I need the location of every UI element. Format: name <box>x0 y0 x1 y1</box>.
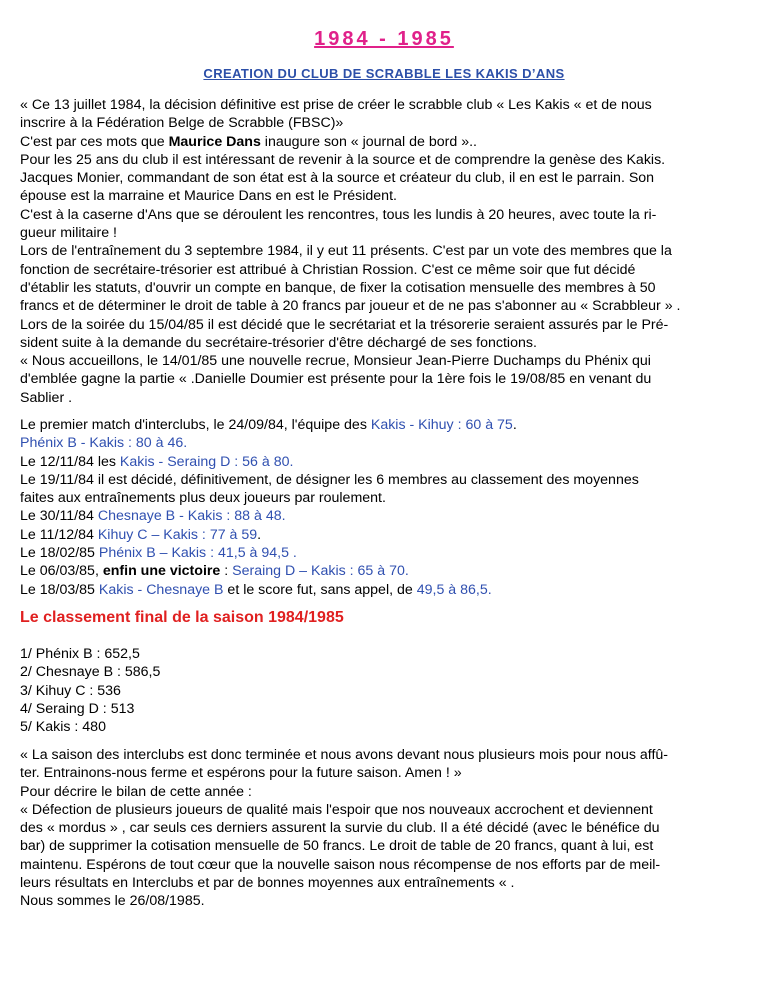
match-line <box>20 416 768 434</box>
match-score: Kakis - Seraing D : 56 à 80. <box>119 453 294 470</box>
match-line <box>20 562 768 580</box>
text-line <box>20 133 768 151</box>
text-line: C'est à la caserne d'Ans que se déroulent les rencontres, tous les lundis à 20 heures, avec toute la ri- <box>20 206 657 223</box>
text-line: Lors de la soirée du 15/04/85 il est décidé que le secrétariat et la trésorerie seraient assurés par le Pré- <box>20 316 669 333</box>
text-fragment: : <box>220 563 233 580</box>
page-title: 1984 - 1985 <box>314 28 454 50</box>
text-line: d'emblée gagne la partie « .Danielle Doumier est présente pour la 1ère fois le 19/08/85 en venant du <box>20 371 652 388</box>
match-score: Phénix B - Kakis : 80 à 46. <box>20 435 188 452</box>
text-fragment: Le premier match d'interclubs, le 24/09/84, l'équipe des <box>20 417 371 433</box>
match-score: Chesnaye B - Kakis : 88 à 48. <box>97 508 286 525</box>
text-line: leurs résultats en Interclubs et par de bonnes moyennes aux entraînements « . <box>20 875 515 892</box>
ranking-list <box>20 645 768 736</box>
text-line: Jacques Monier, commandant de son état est à la source et créateur du club, il en est le parrain. Son <box>20 170 655 187</box>
ranking-item: 2/ Chesnaye B : 586,5 <box>20 664 161 681</box>
intro-paragraph <box>20 96 768 407</box>
text-line: gueur militaire ! <box>20 225 117 242</box>
match-teams: Kakis - Chesnaye B <box>98 581 224 598</box>
text-fragment: Le 12/11/84 les <box>20 453 120 470</box>
match-score: Kihuy C – Kakis : 77 à 59 <box>97 526 258 543</box>
text-line: ter. Entrainons-nous ferme et espérons pour la future saison. Amen ! » <box>20 765 462 782</box>
text-fragment: . <box>257 526 262 543</box>
text-fragment: Le 06/03/85, <box>20 563 103 580</box>
president-name: Maurice Dans <box>168 133 261 150</box>
match-line <box>20 544 768 562</box>
text-line: francs et de déterminer le droit de table à 20 francs par joueur et de ne pas s'abonner au « Scrabbleur » . <box>20 298 681 315</box>
text-fragment: Le 11/12/84 <box>20 526 98 543</box>
ranking-item: 4/ Seraing D : 513 <box>20 700 135 717</box>
ranking-item: 3/ Kihuy C : 536 <box>20 682 121 699</box>
match-line <box>20 526 768 544</box>
text-line: épouse est la marraine et Maurice Dans en est le Président. <box>20 188 397 205</box>
text-line: bar) de supprimer la cotisation mensuelle de 50 francs. Le droit de table de 20 francs, quant à lui, est <box>20 838 654 855</box>
text-line: Sablier . <box>20 389 73 406</box>
text-line: des « mordus » , car seuls ces derniers assurent la survie du club. Il a été décidé (avec le bénéfice du <box>20 820 660 837</box>
match-line <box>20 453 768 471</box>
match-line <box>20 581 768 599</box>
page-subtitle: CREATION DU CLUB DE SCRABBLE LES KAKIS D’ANS <box>203 66 565 81</box>
text-fragment: C'est par ces mots que <box>20 133 169 150</box>
text-line: Pour les 25 ans du club il est intéressant de revenir à la source et de comprendre la genèse des Kakis. <box>20 151 666 168</box>
match-score: 49,5 à 86,5. <box>416 581 492 598</box>
match-score: Seraing D – Kakis : 65 à 70. <box>232 563 409 580</box>
text-line: Lors de l'entraînement du 3 septembre 1984, il y eut 11 présents. C'est par un vote des membres que la <box>20 243 672 260</box>
match-score: Kakis - Kihuy : 60 à 75 <box>370 417 513 433</box>
text-fragment: Le 18/02/85 <box>20 545 99 562</box>
matches-paragraph <box>20 416 768 599</box>
text-fragment: Le 18/03/85 <box>20 581 99 598</box>
text-line: faites aux entraînements plus deux joueurs par roulement. <box>20 490 386 507</box>
text-fragment: et le score fut, sans appel, de <box>223 581 417 598</box>
text-line: « Défection de plusieurs joueurs de qualité mais l'espoir que nos nouveaux accrochent et deviennent <box>20 801 653 818</box>
ranking-item: 5/ Kakis : 480 <box>20 719 106 736</box>
match-score: Phénix B – Kakis : 41,5 à 94,5 . <box>98 545 297 562</box>
text-line: « Nous accueillons, le 14/01/85 une nouvelle recrue, Monsieur Jean-Pierre Duchamps du Phénix qui <box>20 353 651 370</box>
text-line: Pour décrire le bilan de cette année : <box>20 783 252 800</box>
match-line <box>20 507 768 525</box>
victory-text: enfin une victoire <box>102 563 221 580</box>
text-line: maintenu. Espérons de tout cœur que la nouvelle saison nous récompense de nos efforts par de meil- <box>20 856 661 873</box>
text-line: fonction de secrétaire-trésorier est attribué à Christian Rossion. C'est ce même soir que fut décidé <box>20 261 636 278</box>
ranking-heading: Le classement final de la saison 1984/1985 <box>20 609 344 626</box>
text-line: Le 19/11/84 il est décidé, définitivement, de désigner les 6 membres au classement des moyennes <box>20 471 639 488</box>
conclusion-paragraph <box>20 746 768 911</box>
text-fragment: . <box>512 417 517 433</box>
text-fragment: inaugure son « journal de bord ».. <box>260 133 477 150</box>
text-line: inscrire à la Fédération Belge de Scrabble (FBSC)» <box>20 115 344 132</box>
text-line: sident suite à la demande du secrétaire-trésorier d'être déchargé de ses fonctions. <box>20 334 537 351</box>
text-line: d'établir les statuts, d'ouvrir un compte en banque, de fixer la cotisation mensuelle des membres à 50 <box>20 279 656 296</box>
ranking-item: 1/ Phénix B : 652,5 <box>20 646 140 662</box>
text-fragment: Le 30/11/84 <box>20 508 98 525</box>
text-line: Nous sommes le 26/08/1985. <box>20 893 205 910</box>
text-line: « La saison des interclubs est donc terminée et nous avons devant nous plusieurs mois pour nous affû- <box>20 747 669 763</box>
text-line: « Ce 13 juillet 1984, la décision définitive est prise de créer le scrabble club « Les Kakis « et de nous <box>20 97 652 113</box>
